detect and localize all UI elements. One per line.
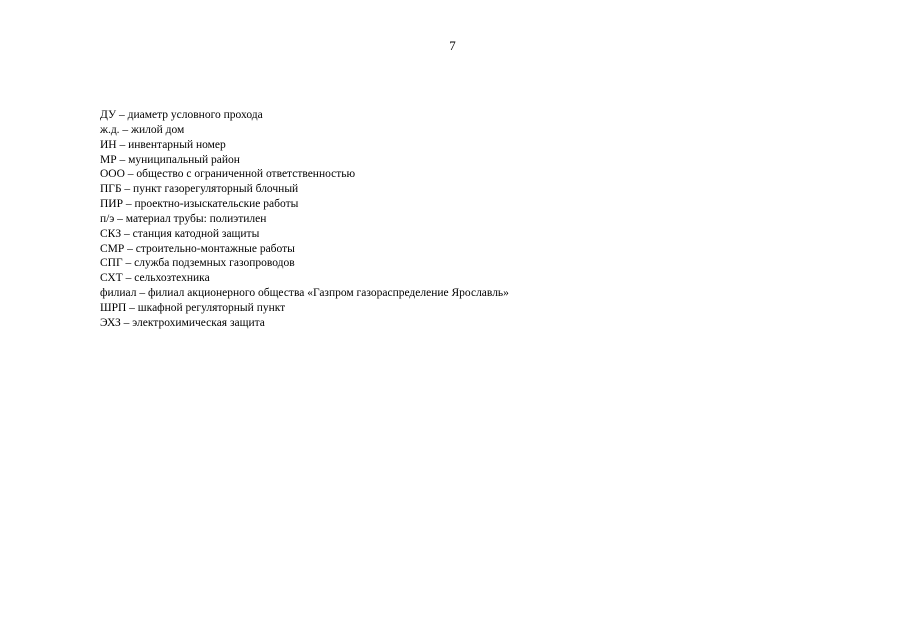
abbreviation-item: ж.д. – жилой дом: [100, 123, 185, 136]
abbreviation-item: СМР – строительно-монтажные работы: [100, 242, 295, 255]
abbreviation-item: ШРП – шкафной регуляторный пункт: [100, 301, 286, 314]
abbreviation-item: филиал – филиал акционерного общества «Газпром газораспределение Ярославль»: [100, 287, 509, 300]
abbreviation-item: ПГБ – пункт газорегуляторный блочный: [100, 183, 299, 196]
abbreviation-list: [100, 108, 509, 331]
abbreviation-item: МР – муниципальный район: [100, 153, 240, 166]
abbreviation-item: СХТ – сельхозтехника: [100, 272, 210, 285]
abbreviation-item: ИН – инвентарный номер: [100, 138, 226, 151]
abbreviation-item: ПИР – проектно-изыскательские работы: [100, 198, 299, 211]
abbreviation-item: СПГ – служба подземных газопроводов: [100, 257, 295, 270]
page-number: 7: [449, 38, 456, 53]
abbreviation-item: ЭХЗ – электрохимическая защита: [100, 316, 265, 329]
abbreviation-item: СКЗ – станция катодной защиты: [100, 227, 260, 240]
abbreviation-item: п/э – материал трубы: полиэтилен: [100, 212, 267, 225]
abbreviation-item: ООО – общество с ограниченной ответственностью: [100, 168, 356, 181]
abbreviation-item: ДУ – диаметр условного прохода: [100, 109, 263, 121]
